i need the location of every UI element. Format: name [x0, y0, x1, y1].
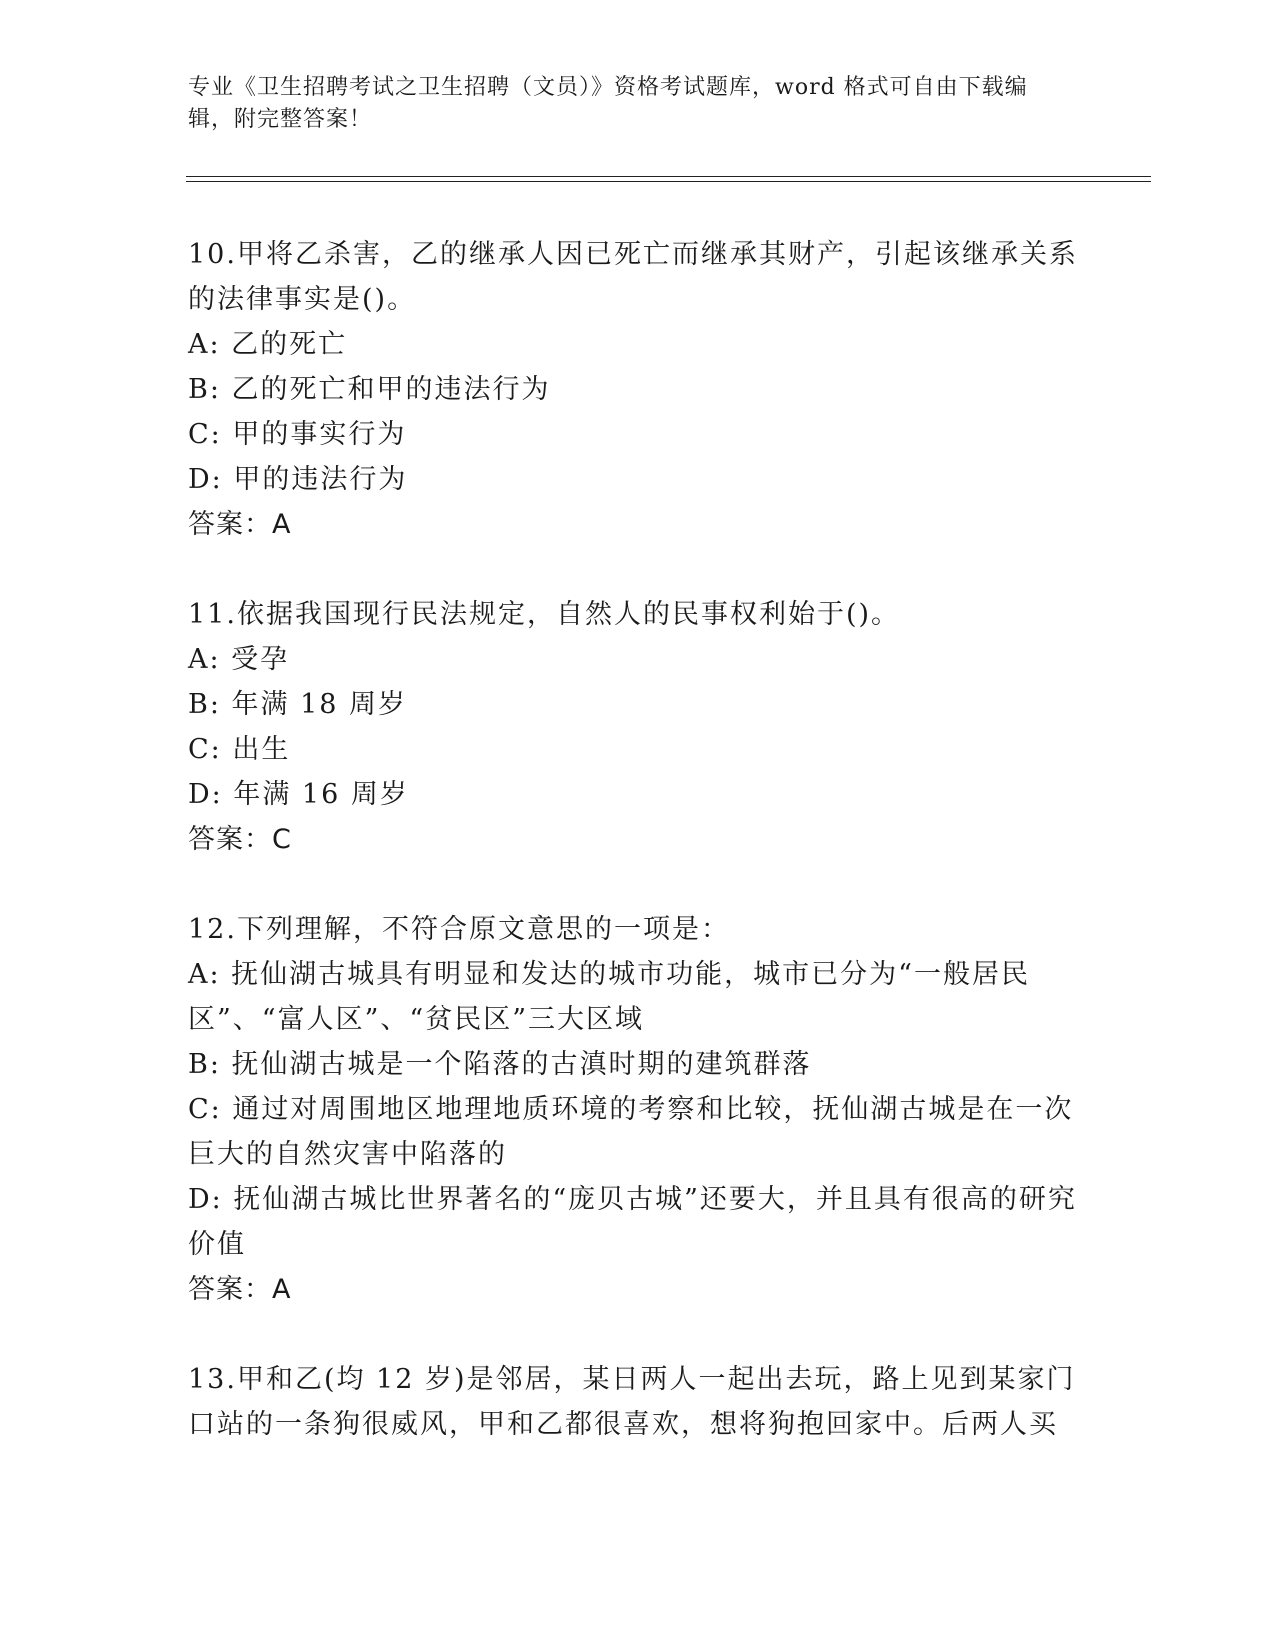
option-d: D: 年满 16 周岁	[188, 779, 409, 810]
question-10	[188, 232, 1078, 547]
question-12	[188, 907, 1078, 1312]
option-c: C: 甲的事实行为	[188, 419, 407, 450]
question-11	[188, 592, 1078, 862]
option-c: C: 出生	[188, 734, 291, 765]
answer-line: 答案：A	[188, 509, 292, 540]
question-stem: 13.甲和乙(均 12 岁)是邻居，某日两人一起出去玩，路上见到某家门口站的一条狗很威风，甲和乙都很喜欢，想将狗抱回家中。后两人买	[188, 1364, 1076, 1440]
option-b: B: 年满 18 周岁	[188, 689, 408, 720]
question-stem: 12.下列理解，不符合原文意思的一项是：	[188, 914, 730, 945]
header-divider	[186, 176, 1151, 182]
question-stem: 11.依据我国现行民法规定，自然人的民事权利始于()。	[188, 599, 901, 630]
answer-line: 答案：C	[188, 824, 292, 855]
question-13	[188, 1357, 1078, 1447]
option-d: D: 抚仙湖古城比世界著名的“庞贝古城”还要大，并且具有很高的研究价值	[188, 1184, 1077, 1260]
option-b: B: 抚仙湖古城是一个陷落的古滇时期的建筑群落	[188, 1049, 812, 1080]
option-a: A: 受孕	[188, 644, 290, 675]
question-stem: 10.甲将乙杀害，乙的继承人因已死亡而继承其财产，引起该继承关系的法律事实是()。	[188, 239, 1078, 315]
option-b: B: 乙的死亡和甲的违法行为	[188, 374, 551, 405]
option-a: A: 抚仙湖古城具有明显和发达的城市功能，城市已分为“一般居民区”、“富人区”、“贫民区”三大区域	[188, 959, 1030, 1035]
option-c: C: 通过对周围地区地理地质环境的考察和比较，抚仙湖古城是在一次巨大的自然灾害中陷落的	[188, 1094, 1074, 1170]
option-d: D: 甲的违法行为	[188, 464, 408, 495]
option-a: A: 乙的死亡	[188, 329, 348, 360]
answer-line: 答案：A	[188, 1274, 292, 1305]
question-list	[188, 232, 1078, 1492]
document-header: 专业《卫生招聘考试之卫生招聘（文员）》资格考试题库，word 格式可自由下载编辑，附完整答案！	[188, 75, 1028, 132]
